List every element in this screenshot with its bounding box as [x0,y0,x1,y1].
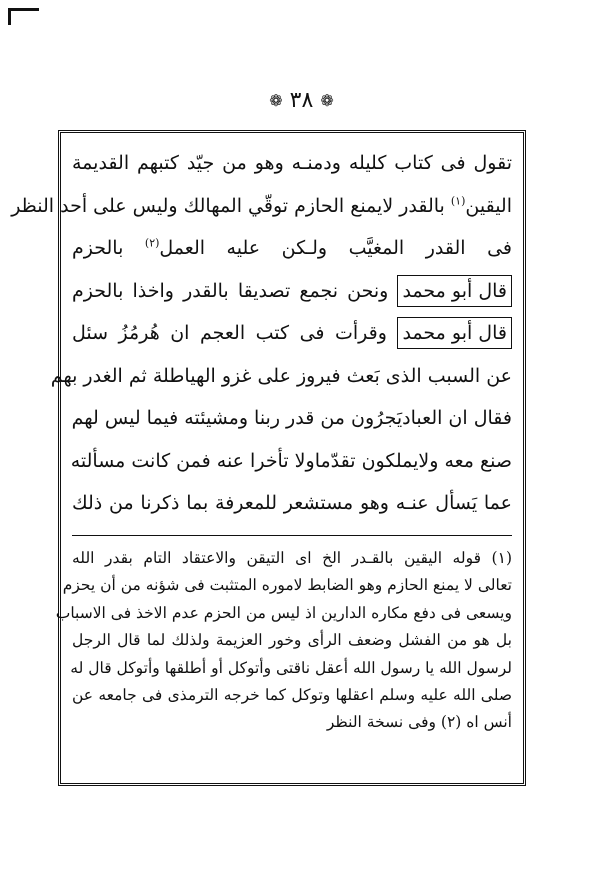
footnote-line: بل هو من الفشل وضعف الرأى وخور العزيمة ولذلك لما قال الرجل [72,631,512,650]
footnote-ref-1: (١) [450,194,466,208]
ornament-right-icon: ❁ [320,91,334,110]
speaker-bracket: قال أبو محمد [397,275,512,307]
main-text [11,142,512,525]
main-text-segment: اليقين [465,194,512,217]
footnote-line: تعالى لا يمنع الحازم وهو الضابط لاموره المتثبت فى شؤنه من أن يحزم [62,576,512,595]
main-text-line: عما يَسأل عنـه وهو مستشعر للمعرفة بما ذكرنا من ذلك [72,492,512,514]
main-text-line [72,227,512,270]
footnote-divider [72,535,512,536]
footnote-line: أنس اه (٢) وفى نسخة النظر [326,713,512,732]
page-number: ٣٨ [289,88,314,113]
main-text-line: عن السبب الذى بَعث فيروز على غزو الهياطلة ثم الغدر بهم [50,364,512,387]
main-text-segment: ونحن نجمع تصديقا بالقدر واخذا بالحزم [72,279,389,302]
page-number-header [0,86,603,116]
main-text-segment: بالحزم [72,237,124,259]
main-text-segment: بالقدر لايمنع الحازم توقّي المهالك وليس على أحد النظر [11,194,445,217]
main-text-segment: فى القدر المغيَّب ولـكن عليه العمل [159,237,512,259]
footnote [55,545,512,737]
footnote-ref-2: (٢) [144,236,160,250]
main-text-line: تقول فى كتاب كليله ودمنـه وهو من جيّد كتبهم القديمة [72,152,512,174]
main-text-line [72,312,512,355]
main-text-line [72,270,512,313]
speaker-bracket: قال أبو محمد [397,317,512,349]
main-text-line: صنع معه ولايملكون تقدّماولا تأخرا عنه فمن كانت مسألته [70,449,512,472]
footnote-line: صلى الله عليه وسلم اعقلها وتوكل كما خرجه الترمذى فى جامعه عن [72,686,512,705]
footnote-line: ويسعى فى دفع مكاره الدارين اذ ليس من الحزم عدم الاخذ فى الاسباب [55,603,512,622]
main-text-line [11,185,512,228]
footnote-line: لرسول الله يا رسول الله أعقل ناقتى وأتوكل أو أطلقها وأتوكل قال له [70,658,512,677]
footnote-line: (١) قوله اليقين بالقـدر الخ اى التيقن والاعتقاد التام بقدر الله [72,549,512,567]
main-text-line: فقال ان العباديَجرُون من قدر ربنا ومشيئته فيما ليس لهم [71,407,512,429]
corner-mark [8,8,39,25]
ornament-left-icon: ❁ [269,91,283,110]
main-text-segment: وقرأت فى كتب العجم ان هُرمُزُ سئل [72,322,387,344]
